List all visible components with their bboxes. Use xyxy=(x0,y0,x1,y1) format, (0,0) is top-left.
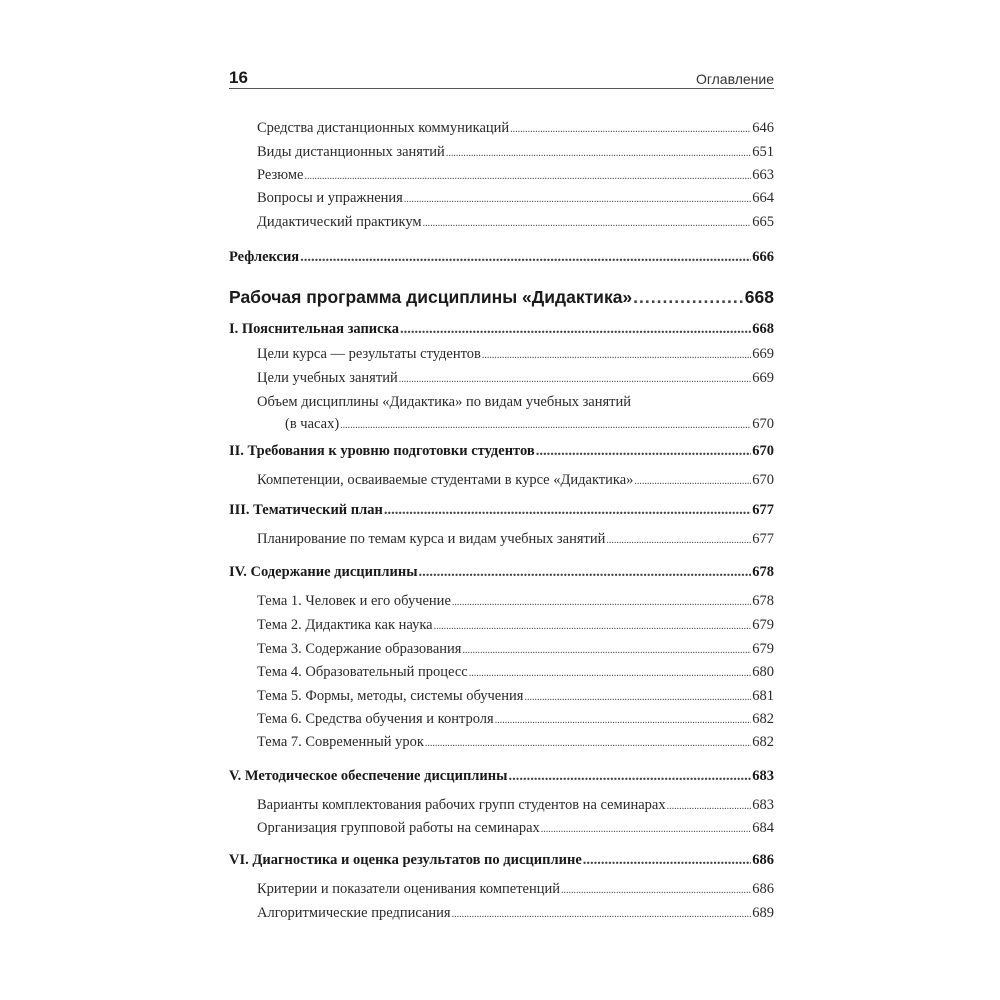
toc-entry-page: 682 xyxy=(752,711,774,727)
toc-entry-title: Варианты комплектования рабочих групп студентов на семинарах xyxy=(257,797,666,813)
toc-entry-title: I. Пояснительная записка xyxy=(229,321,399,337)
toc-entry-title: Средства дистанционных коммуникаций xyxy=(257,120,510,136)
running-title: Оглавление xyxy=(695,71,774,87)
toc-entry[interactable] xyxy=(229,472,774,489)
toc-entry[interactable] xyxy=(229,120,774,137)
dot-leader xyxy=(300,249,751,266)
running-header xyxy=(229,68,774,89)
toc-entry-page: 686 xyxy=(752,852,774,868)
dot-leader xyxy=(633,287,744,308)
toc-entry-title: Критерии и показатели оценивания компетенций xyxy=(257,881,561,897)
toc-entry-title: Тема 1. Человек и его обучение xyxy=(257,593,451,609)
toc-entry-page: 669 xyxy=(752,370,774,386)
dot-leader xyxy=(340,420,751,431)
toc-entry-title: (в часах) xyxy=(285,416,340,432)
toc-entry-page: 646 xyxy=(752,120,774,136)
toc-entry[interactable] xyxy=(229,768,774,785)
toc-entry-page: 677 xyxy=(752,531,774,547)
dot-leader xyxy=(423,218,752,229)
toc-entry-page: 683 xyxy=(752,768,774,784)
toc-entry[interactable] xyxy=(229,190,774,207)
toc-entry-title: Тема 3. Содержание образования xyxy=(257,641,462,657)
toc-entry-title: Тема 6. Средства обучения и контроля xyxy=(257,711,494,727)
toc-entry-page: 689 xyxy=(752,905,774,921)
toc-entry-title: Тема 4. Образовательный процесс xyxy=(257,664,468,680)
toc-entry-page: 664 xyxy=(752,190,774,206)
toc-entry-title: Цели курса — результаты студентов xyxy=(257,346,481,362)
dot-leader xyxy=(536,443,752,460)
dot-leader xyxy=(404,194,751,205)
toc-entry-page: 651 xyxy=(752,144,774,160)
toc-entry-title: Виды дистанционных занятий xyxy=(257,144,445,160)
toc-entry[interactable] xyxy=(229,249,774,266)
toc-entry-title: Рабочая программа дисциплины «Дидактика» xyxy=(229,287,633,307)
dot-leader xyxy=(425,738,751,749)
toc-entry-title: IV. Содержание дисциплины xyxy=(229,564,418,580)
toc-entry[interactable] xyxy=(229,287,774,308)
toc-entry-title: Объем дисциплины «Дидактика» по видам учебных занятий xyxy=(257,394,632,410)
toc-entry-title: Вопросы и упражнения xyxy=(257,190,403,206)
toc-entry-page: 666 xyxy=(752,249,774,265)
toc-entry[interactable] xyxy=(229,416,774,433)
page-number: 16 xyxy=(229,68,248,87)
toc-entry-title: Рефлексия xyxy=(229,249,300,265)
toc-entry-page: 678 xyxy=(752,593,774,609)
toc-entry[interactable] xyxy=(229,905,774,922)
dot-leader xyxy=(446,148,751,159)
dot-leader xyxy=(482,350,751,361)
toc-entry[interactable] xyxy=(229,321,774,338)
toc-entry-page: 665 xyxy=(752,214,774,230)
toc-entry[interactable] xyxy=(229,617,774,634)
toc-entry[interactable] xyxy=(229,443,774,460)
dot-leader xyxy=(469,668,752,679)
toc-entry-title: VI. Диагностика и оценка результатов по дисциплине xyxy=(229,852,582,868)
dot-leader xyxy=(634,476,751,487)
toc-entry-page: 678 xyxy=(752,564,774,580)
dot-leader xyxy=(606,535,751,546)
toc-entry-page: 663 xyxy=(752,167,774,183)
toc-entry[interactable] xyxy=(229,502,774,519)
toc-entry[interactable] xyxy=(229,664,774,681)
toc-entry-page: 683 xyxy=(752,797,774,813)
toc-entry-title: III. Тематический план xyxy=(229,502,383,518)
dot-leader xyxy=(561,885,751,896)
toc-entry-title: Тема 7. Современный урок xyxy=(257,734,424,750)
toc-entry[interactable] xyxy=(229,688,774,705)
dot-leader xyxy=(667,801,752,812)
toc-entry[interactable] xyxy=(229,711,774,728)
toc-entry[interactable] xyxy=(229,797,774,814)
toc-entry-page: 680 xyxy=(752,664,774,680)
dot-leader xyxy=(508,768,751,785)
toc-entry-title: Планирование по темам курса и видам учебных занятий xyxy=(257,531,606,547)
toc-entry-page: 669 xyxy=(752,346,774,362)
toc-entry-page: 682 xyxy=(752,734,774,750)
toc-entry-page: 686 xyxy=(752,881,774,897)
toc-entry-title: Цели учебных занятий xyxy=(257,370,398,386)
toc-entry-title: II. Требования к уровню подготовки студентов xyxy=(229,443,535,459)
toc-entry[interactable] xyxy=(229,593,774,610)
toc-entry[interactable] xyxy=(229,852,774,869)
dot-leader xyxy=(510,124,751,135)
toc-entry[interactable] xyxy=(229,564,774,581)
toc-entry[interactable] xyxy=(229,641,774,658)
dot-leader xyxy=(419,564,752,581)
toc-entry[interactable] xyxy=(229,881,774,898)
dot-leader xyxy=(400,321,751,338)
toc-entry[interactable] xyxy=(229,734,774,751)
toc-entry-page: 670 xyxy=(752,416,774,432)
dot-leader xyxy=(541,824,751,835)
dot-leader xyxy=(452,597,751,608)
dot-leader xyxy=(384,502,751,519)
toc-entry-page: 668 xyxy=(744,287,774,307)
toc-entry-title: Компетенции, осваиваемые студентами в курсе «Дидактика» xyxy=(257,472,634,488)
toc-entry-page: 679 xyxy=(752,617,774,633)
toc-entry-page: 670 xyxy=(752,443,774,459)
toc-entry[interactable] xyxy=(229,144,774,161)
toc-entry-title: V. Методическое обеспечение дисциплины xyxy=(229,768,508,784)
toc-entry-title: Тема 2. Дидактика как наука xyxy=(257,617,433,633)
toc-entry[interactable] xyxy=(229,531,774,548)
dot-leader xyxy=(399,374,752,385)
toc-entry[interactable] xyxy=(229,214,774,231)
dot-leader xyxy=(583,852,751,869)
dot-leader xyxy=(304,171,751,182)
toc-entry-title: Алгоритмические предписания xyxy=(257,905,451,921)
dot-leader xyxy=(434,621,752,632)
toc-entry-page: 670 xyxy=(752,472,774,488)
toc-entry-title: Резюме xyxy=(257,167,304,183)
toc-entry-page: 681 xyxy=(752,688,774,704)
dot-leader xyxy=(524,692,751,703)
dot-leader xyxy=(452,909,752,920)
toc-entry-title: Тема 5. Формы, методы, системы обучения xyxy=(257,688,524,704)
toc-entry[interactable] xyxy=(229,370,774,387)
dot-leader xyxy=(495,715,752,726)
toc-entry-title: Дидактический практикум xyxy=(257,214,422,230)
toc-entry-page: 677 xyxy=(752,502,774,518)
toc-entry[interactable] xyxy=(229,820,774,837)
toc-entry-page: 668 xyxy=(752,321,774,337)
toc-entry[interactable] xyxy=(229,167,774,184)
toc-entry-page: 679 xyxy=(752,641,774,657)
dot-leader xyxy=(462,645,751,656)
toc-entry-page: 684 xyxy=(752,820,774,836)
toc-entry[interactable] xyxy=(229,346,774,363)
toc-entry-title: Организация групповой работы на семинарах xyxy=(257,820,540,836)
